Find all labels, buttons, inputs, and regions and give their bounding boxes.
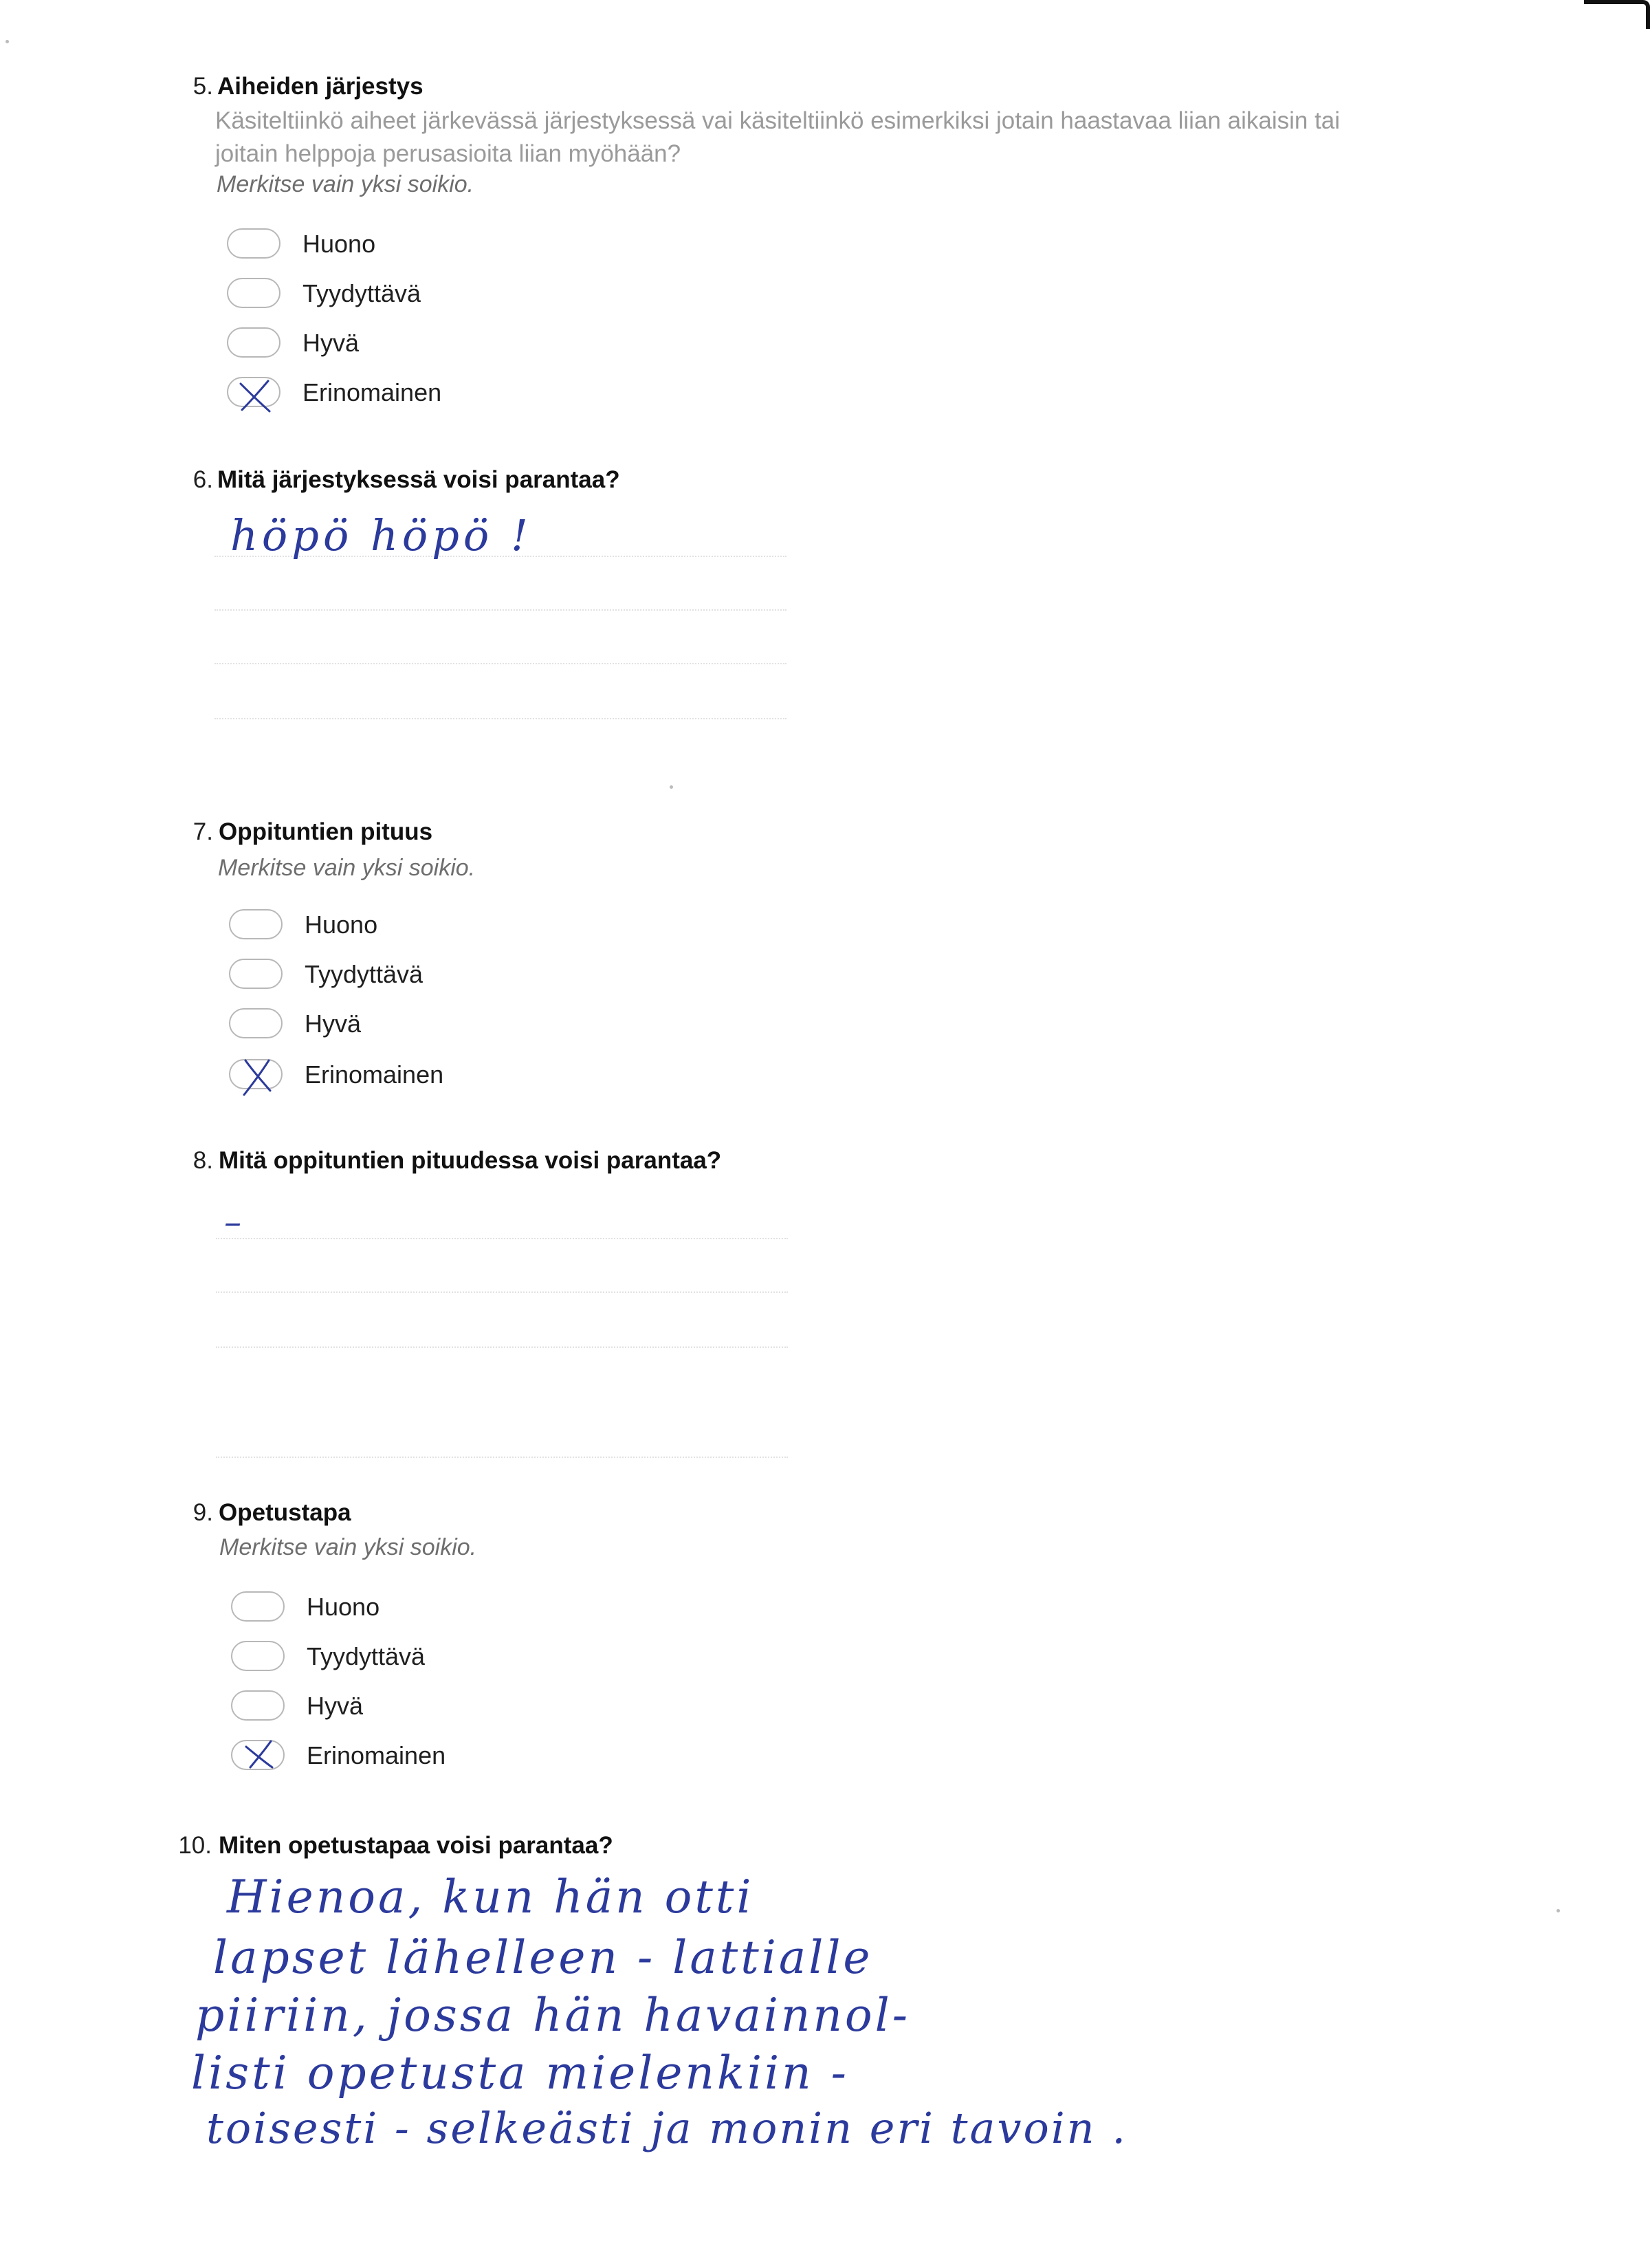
radio-oval[interactable] (229, 1059, 283, 1089)
answer-line (216, 1457, 788, 1458)
answer-line (214, 718, 786, 719)
question-hint: Merkitse vain yksi soikio. (217, 171, 474, 197)
handwritten-answer-line: toisesti - selkeästi ja monin eri tavoin . (206, 2103, 1128, 2153)
option-label: Huono (307, 1593, 380, 1621)
question-number: 8. (192, 1147, 213, 1174)
radio-oval[interactable] (227, 228, 280, 259)
radio-oval[interactable] (227, 278, 280, 308)
radio-oval[interactable] (231, 1690, 285, 1721)
question-title: Oppituntien pituus (219, 818, 433, 845)
option-label: Hyvä (302, 329, 360, 357)
question-title: Mitä järjestyksessä voisi parantaa? (217, 466, 620, 493)
radio-oval[interactable] (229, 959, 283, 989)
question-number: 6. (192, 466, 213, 493)
option-label: Hyvä (307, 1692, 364, 1720)
handwritten-x-mark-icon (236, 374, 275, 414)
question-title: Aiheiden järjestys (217, 73, 424, 100)
question-number: 7. (192, 818, 213, 845)
option-label: Tyydyttävä (302, 279, 421, 307)
question-number: 5. (192, 73, 213, 100)
radio-oval[interactable] (229, 909, 283, 939)
radio-oval[interactable] (227, 327, 280, 358)
handwritten-x-mark-icon (241, 1737, 279, 1771)
question-hint: Merkitse vain yksi soikio. (219, 1534, 477, 1560)
radio-oval[interactable] (231, 1641, 285, 1671)
answer-line (216, 1346, 788, 1348)
option-label: Erinomainen (302, 378, 442, 406)
handwritten-answer: – (224, 1202, 241, 1242)
option-label: Erinomainen (305, 1060, 444, 1089)
option-label: Erinomainen (307, 1741, 446, 1769)
answer-line (214, 609, 786, 611)
handwritten-x-mark-icon (239, 1056, 277, 1096)
scan-corner-mark (1584, 0, 1650, 29)
answer-line (214, 663, 786, 664)
option-label: Tyydyttävä (305, 960, 424, 988)
radio-oval[interactable] (227, 377, 280, 407)
question-description: Käsiteltiinkö aiheet järkevässä järjestyksessä vai käsiteltiinkö esimerkiksi jotain haastavaa liian aikaisin tai joitain helppoja perusasioita liian myöhään? (215, 107, 1341, 167)
question-hint: Merkitse vain yksi soikio. (218, 855, 476, 881)
scan-speck (6, 40, 9, 43)
answer-line (216, 1291, 788, 1293)
question-title: Opetustapa (219, 1499, 351, 1526)
option-label: Hyvä (305, 1010, 362, 1038)
question-title: Miten opetustapaa voisi parantaa? (219, 1832, 613, 1859)
handwritten-answer: höpö höpö ! (230, 510, 532, 560)
option-label: Huono (302, 230, 376, 258)
option-label: Tyydyttävä (307, 1642, 426, 1670)
question-title: Mitä oppituntien pituudessa voisi parantaa? (219, 1147, 722, 1174)
radio-oval[interactable] (229, 1008, 283, 1038)
handwritten-answer-line: piiriin, jossa hän havainnol- (195, 1989, 911, 2042)
handwritten-answer-line: Hienoa, kun hän otti (227, 1871, 754, 1923)
option-label: Huono (305, 911, 378, 939)
radio-oval[interactable] (231, 1740, 285, 1770)
radio-oval[interactable] (231, 1591, 285, 1622)
question-number: 9. (192, 1499, 213, 1526)
scan-speck (670, 785, 673, 789)
handwritten-answer-line: listi opetusta mielenkiin - (191, 2047, 849, 2100)
question-number: 10. (178, 1832, 212, 1859)
scan-speck (1556, 1909, 1560, 1912)
answer-line (216, 1238, 788, 1239)
handwritten-answer-line: lapset lähelleen - lattialle (213, 1931, 873, 1984)
